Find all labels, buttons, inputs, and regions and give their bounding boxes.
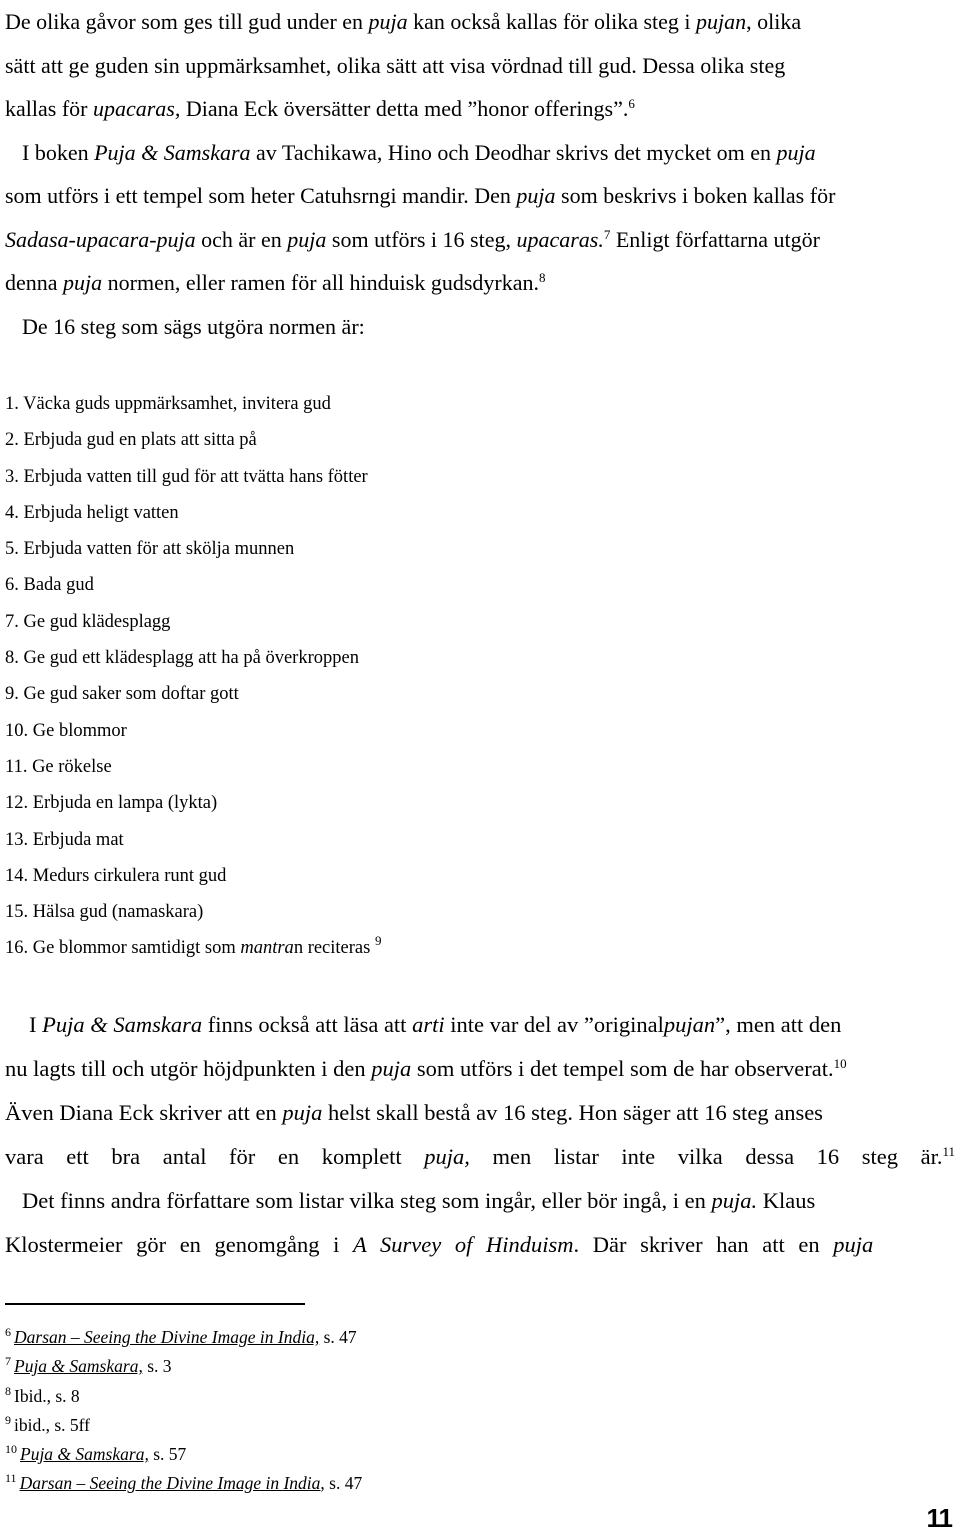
list-item: 12. Erbjuda en lampa (lykta) [5, 793, 218, 814]
list-item: 15. Hälsa gud (namaskara) [5, 902, 204, 923]
text-line: Klostermeier gör en genomgång i A Survey of Hinduism. Där skriver han att en puja [5, 1232, 874, 1257]
text-line: I Puja & Samskara finns också att läsa att arti inte var del av ”originalpujan”, men att den [29, 1012, 842, 1037]
footnote-link[interactable]: Darsan – Seeing the Divine Image in India, [14, 1327, 320, 1347]
list-item: 2. Erbjuda gud en plats att sitta på [5, 430, 257, 451]
footnote-ref[interactable]: 7 [603, 226, 611, 242]
footnote-item: $^{10}$ Puja & Samskara, s. 57 [5, 1442, 187, 1465]
footnote-divider [5, 1303, 305, 1305]
list-item: 6. Bada gud [5, 575, 94, 596]
text-line: De olika gåvor som ges till gud under en puja kan också kallas för olika steg i pujan, olika [5, 9, 802, 34]
text-line: denna puja normen, eller ramen för all hinduisk gudsdyrkan.$^8$ [5, 270, 546, 295]
list-item: 7. Ge gud klädesplagg [5, 611, 171, 632]
footnote-ref[interactable]: 6 [628, 96, 635, 111]
list-item: 1. Väcka guds uppmärksamhet, invitera gud [5, 394, 331, 414]
list-item: 11. Ge rökelse [5, 756, 112, 777]
list-item: 8. Ge gud ett klädesplagg att ha på överkroppen [5, 648, 359, 669]
footnote-ref[interactable]: 9 [374, 933, 382, 949]
footnotes [5, 1320, 362, 1496]
text-line: Även Diana Eck skriver att en puja helst skall bestå av 16 steg. Hon säger att 16 steg anses [5, 1100, 823, 1125]
list-item: 3. Erbjuda vatten till gud för att tvätta hans fötter [5, 466, 368, 487]
text-line: I boken Puja & Samskara av Tachikawa, Hino och Deodhar skrivs det mycket om en puja [22, 139, 816, 165]
footnote-item: $^8$ Ibid., s. 8 [5, 1383, 80, 1406]
list-item: 14. Medurs cirkulera runt gud [5, 865, 227, 886]
text-line: nu lagts till och utgör höjdpunkten i den puja som utförs i det tempel som de har observerat.$^{10}$ [5, 1056, 847, 1081]
text-line: kallas för upacaras, Diana Eck översätter detta med ”honor offerings”.$^6$ [5, 96, 635, 121]
list-item: 13. Erbjuda mat [5, 829, 124, 850]
puja-steps-list [5, 386, 381, 967]
footnote-ref[interactable]: 10 [833, 1056, 847, 1071]
text-line: De 16 steg som sägs utgöra normen är: [22, 313, 365, 339]
text-line: vara ett bra antal för en komplett puja, men listar inte vilka dessa 16 steg är.$^{11}$ [5, 1144, 955, 1169]
list-item: 9. Ge gud saker som doftar gott [5, 684, 239, 705]
footnote-link[interactable]: Darsan – Seeing the Divine Image in India [19, 1473, 321, 1494]
footnote-ref[interactable]: 11 [942, 1144, 955, 1159]
footnote-link[interactable]: Puja & Samskara, [14, 1356, 143, 1377]
footnote-link[interactable]: Puja & Samskara, [20, 1444, 149, 1465]
footnote-item: $^{11}$ Darsan – Seeing the Divine Image in India, s. 47 [5, 1471, 363, 1494]
footnote-item: $^7$ Puja & Samskara, s. 3 [5, 1354, 172, 1377]
paragraph-intro [5, 0, 955, 348]
text-line: Sadasa-upacara-puja och är en puja som utförs i 16 steg, upacaras.$^7$ Enligt författarna utgör [5, 226, 820, 252]
footnote-item: $^9$ ibid., s. 5ff [5, 1412, 90, 1435]
footnote-item: $^6$ Darsan – Seeing the Divine Image in India, s. 47 [5, 1325, 357, 1347]
paragraph-arti [5, 1003, 955, 1267]
list-item: 16. Ge blommor samtidigt som mantran reciteras $^9$ [5, 933, 382, 959]
footnote-ref[interactable]: 8 [539, 270, 546, 285]
text-line: som utförs i ett tempel som heter Catuhsrngi mandir. Den puja som beskrivs i boken kallas för [5, 183, 836, 208]
text-line: Det finns andra författare som listar vilka steg som ingår, eller bör ingå, i en puja. Klaus [22, 1188, 816, 1213]
text-line: sätt att ge guden sin uppmärksamhet, olika sätt att visa vördnad till gud. Dessa olika steg [5, 52, 786, 78]
list-item: 4. Erbjuda heligt vatten [5, 502, 179, 523]
list-item: 10. Ge blommor [5, 720, 127, 741]
list-item: 5. Erbjuda vatten för att skölja munnen [5, 539, 295, 560]
page-number: 11 [926, 1503, 952, 1533]
